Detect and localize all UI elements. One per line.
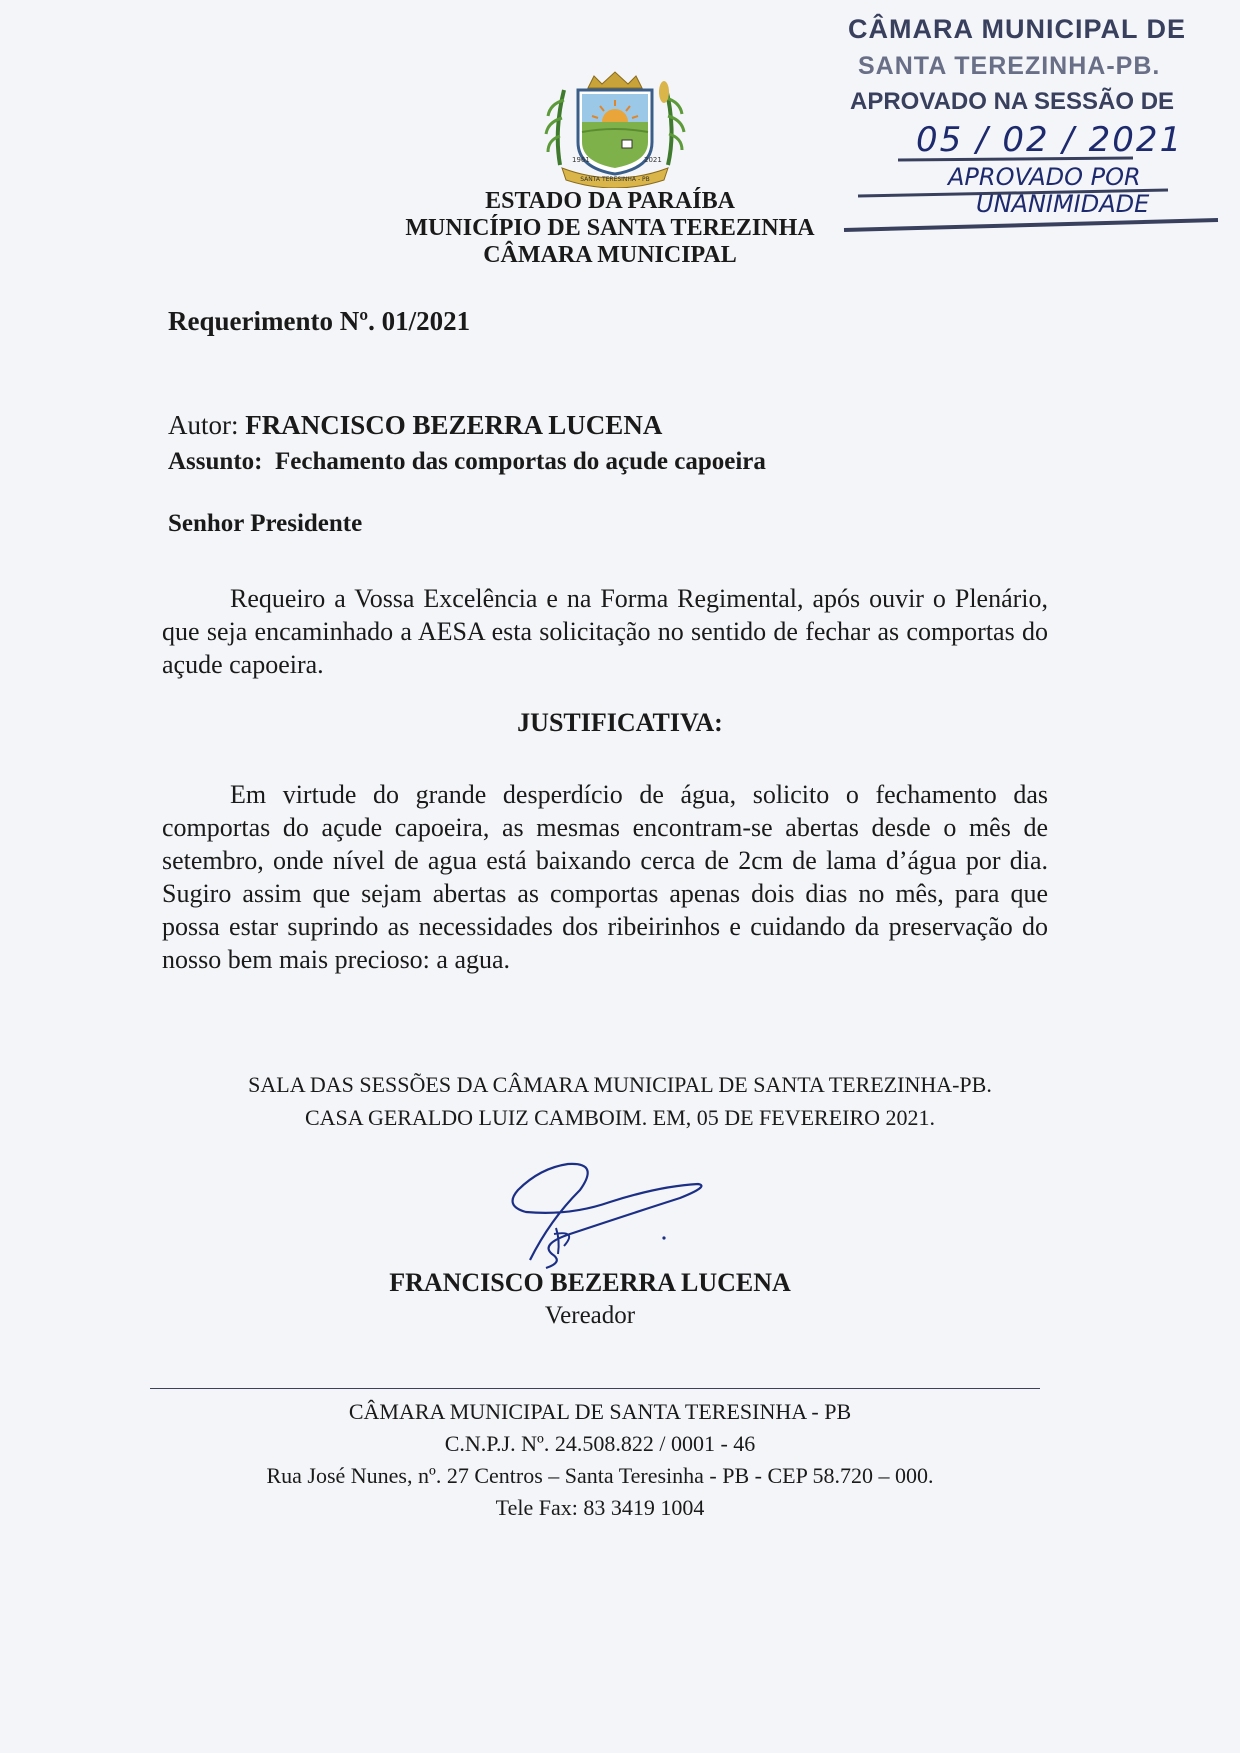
- request-number: Requerimento Nº. 01/2021: [168, 306, 471, 336]
- stamp-line-3: APROVADO NA SESSÃO DE: [850, 88, 1175, 115]
- chamber-name: CÂMARA MUNICIPAL: [483, 242, 737, 268]
- closing-line-2: CASA GERALDO LUIZ CAMBOIM. EM, 05 DE FEVEREIRO 2021.: [304, 1105, 936, 1130]
- subject-text: Fechamento das comportas do açude capoeira: [274, 448, 766, 475]
- stamp-date: 05 / 02 / 2021: [916, 120, 1184, 160]
- subject-label: Assunto:: [168, 448, 263, 475]
- author-label: Autor:: [168, 410, 239, 440]
- footer: [180, 1396, 1020, 1524]
- municipality-name: MUNICÍPIO DE SANTA TEREZINHA: [405, 215, 815, 241]
- footer-divider: [150, 1388, 1040, 1389]
- justification-paragraph: Em virtude do grande desperdício de água, solicito o fechamento das comportas do açude capoeira, as mesmas encontram-se abertas desde o mês de setembro, onde nível de agua está baixando cerca de 2cm de lama d’água por dia. Sugiro assim que sejam abertas as comportas apenas dois dias no mês, para que possa estar suprindo as necessidades dos ribeirinhos e cuidando da preservação do nosso bem mais precioso: a agua.: [162, 780, 1048, 974]
- subject-line: [168, 448, 766, 476]
- footer-line-3: Rua José Nunes, nº. 27 Centros – Santa Teresinha - PB - CEP 58.720 – 000.: [266, 1463, 934, 1488]
- salutation: Senhor Presidente: [168, 510, 363, 537]
- stamp-note-line-1: APROVADO POR: [948, 163, 1141, 191]
- year-left: 1961: [572, 156, 590, 164]
- coat-ribbon-text: SANTA TERESINHA - PB: [580, 176, 650, 183]
- approval-stamp: [838, 8, 1238, 248]
- stamp-line-1: CÂMARA MUNICIPAL DE: [848, 14, 1186, 44]
- coat-of-arms-icon: [540, 70, 690, 188]
- year-right: 2021: [644, 156, 662, 164]
- request-paragraph: Requeiro a Vossa Excelência e na Forma Regimental, após ouvir o Plenário, que seja encaminhado a AESA esta solicitação no sentido de fechar as comportas do açude capoeira.: [162, 584, 1048, 679]
- justification-title: JUSTIFICATIVA:: [517, 708, 723, 737]
- signature-icon: [460, 1150, 720, 1270]
- footer-line-1: CÂMARA MUNICIPAL DE SANTA TERESINHA - PB: [348, 1399, 852, 1424]
- signer-name: FRANCISCO BEZERRA LUCENA: [389, 1268, 791, 1297]
- footer-line-4: Tele Fax: 83 3419 1004: [495, 1495, 705, 1520]
- letterhead: [330, 188, 890, 269]
- footer-line-2: C.N.P.J. Nº. 24.508.822 / 0001 - 46: [444, 1431, 756, 1456]
- stamp-note-line-2: UNANIMIDADE: [976, 190, 1150, 218]
- stamp-line-2: SANTA TEREZINHA-PB.: [858, 52, 1161, 80]
- author-name: FRANCISCO BEZERRA LUCENA: [245, 410, 663, 440]
- author-line: [168, 410, 662, 441]
- closing-line-1: SALA DAS SESSÕES DA CÂMARA MUNICIPAL DE SANTA TEREZINHA-PB.: [248, 1072, 992, 1097]
- signer-role: Vereador: [544, 1302, 636, 1329]
- state-name: ESTADO DA PARAÍBA: [485, 188, 735, 214]
- closing-block: [150, 1068, 1090, 1134]
